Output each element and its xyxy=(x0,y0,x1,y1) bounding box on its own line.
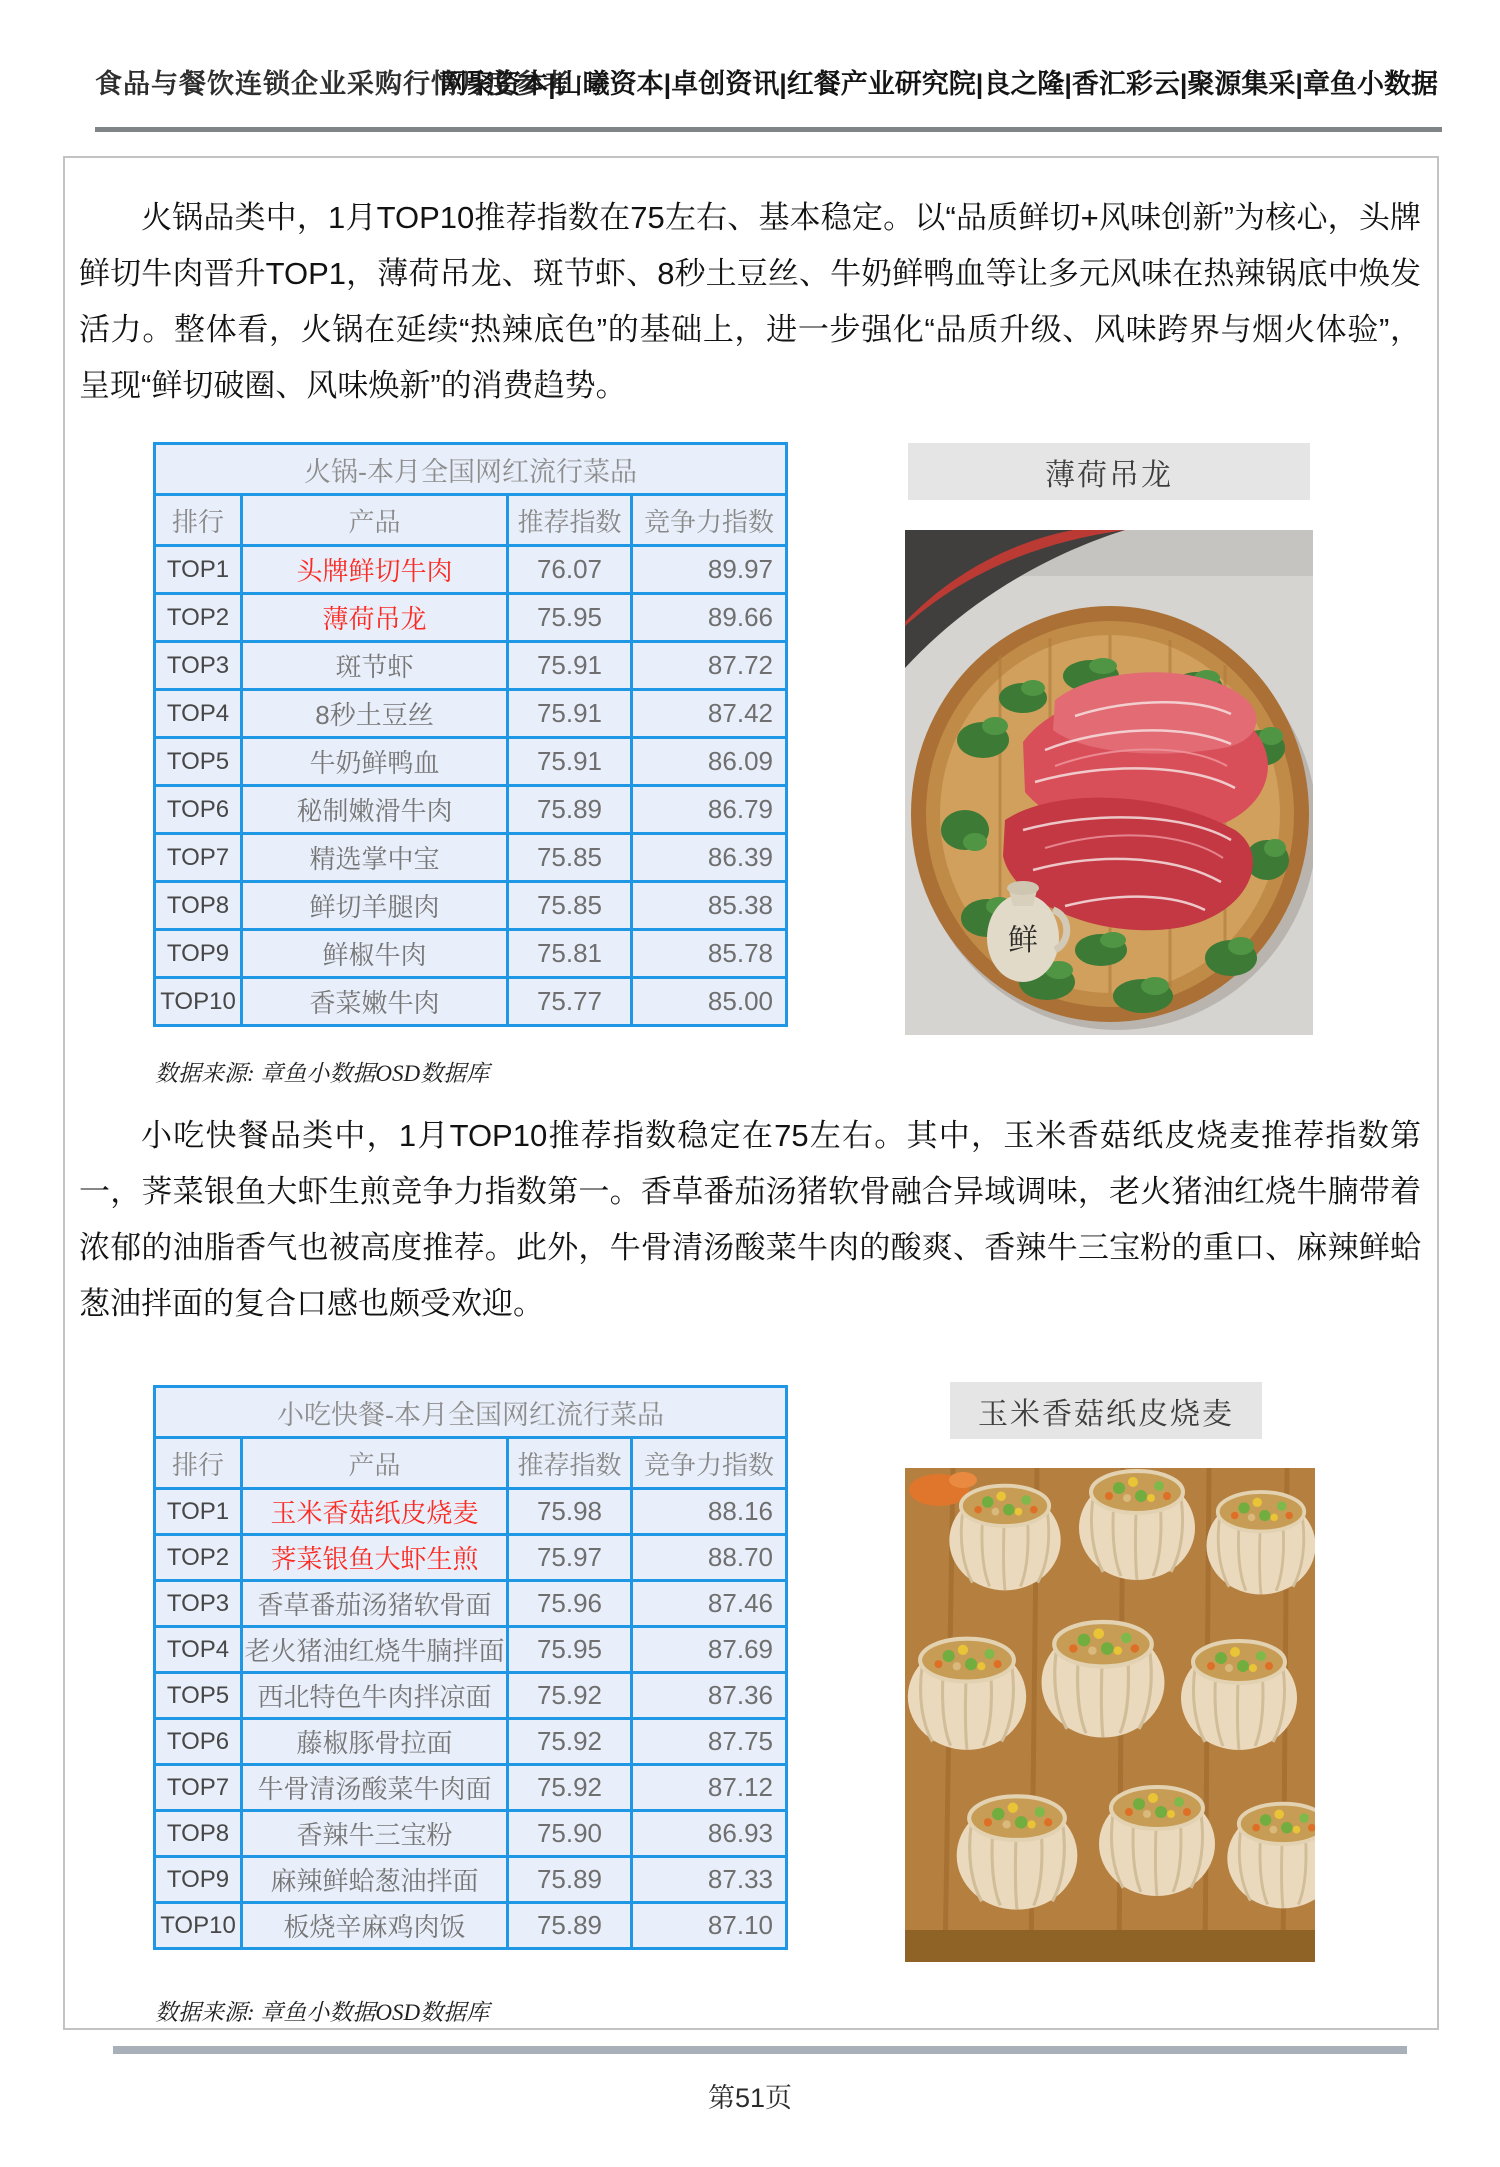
recommend-cell: 75.96 xyxy=(508,1581,632,1627)
product-cell: 牛奶鲜鸭血 xyxy=(242,738,508,786)
table-title-row xyxy=(155,1387,787,1438)
table-row xyxy=(155,834,787,882)
product-cell: 板烧辛麻鸡肉饭 xyxy=(242,1903,508,1949)
competitiveness-cell: 87.46 xyxy=(632,1581,787,1627)
rank-cell: TOP8 xyxy=(155,882,242,930)
table-row xyxy=(155,642,787,690)
competitiveness-cell: 87.69 xyxy=(632,1627,787,1673)
table-row xyxy=(155,546,787,594)
recommend-cell: 75.89 xyxy=(508,1903,632,1949)
competitiveness-cell: 86.93 xyxy=(632,1811,787,1857)
competitiveness-cell: 87.10 xyxy=(632,1903,787,1949)
product-cell: 薄荷吊龙 xyxy=(242,594,508,642)
product-cell: 西北特色牛肉拌凉面 xyxy=(242,1673,508,1719)
rank-cell: TOP7 xyxy=(155,1765,242,1811)
snack-photo-caption: 玉米香菇纸皮烧麦 xyxy=(950,1382,1262,1439)
recommend-cell: 75.91 xyxy=(508,642,632,690)
product-cell: 精选掌中宝 xyxy=(242,834,508,882)
table-row xyxy=(155,1535,787,1581)
product-cell: 麻辣鲜蛤葱油拌面 xyxy=(242,1857,508,1903)
product-cell: 鲜椒牛肉 xyxy=(242,930,508,978)
recommend-cell: 75.91 xyxy=(508,738,632,786)
product-cell: 香草番茄汤猪软骨面 xyxy=(242,1581,508,1627)
product-cell: 鲜切羊腿肉 xyxy=(242,882,508,930)
recommend-cell: 75.92 xyxy=(508,1765,632,1811)
rank-cell: TOP4 xyxy=(155,1627,242,1673)
rank-cell: TOP5 xyxy=(155,738,242,786)
rank-cell: TOP10 xyxy=(155,1903,242,1949)
header-left-title: 食品与餐饮连锁企业采购行情月度参考 xyxy=(95,69,571,99)
beef-platter-illustration xyxy=(905,530,1313,1035)
recommend-cell: 75.92 xyxy=(508,1719,632,1765)
table-title: 火锅-本月全国网红流行菜品 xyxy=(155,444,787,495)
column-header-rank: 排行 xyxy=(155,495,242,546)
hotpot-ranking-table xyxy=(153,442,788,1027)
competitiveness-cell: 86.09 xyxy=(632,738,787,786)
recommend-cell: 75.97 xyxy=(508,1535,632,1581)
column-header-competitiveness: 竞争力指数 xyxy=(632,1438,787,1489)
snack-photo xyxy=(905,1468,1315,1962)
table-header-row xyxy=(155,495,787,546)
product-cell: 玉米香菇纸皮烧麦 xyxy=(242,1489,508,1535)
header-right-title: 网聚资本|山曦资本|卓创资讯|红餐产业研究院|良之隆|香汇彩云|聚源集采|章鱼小数据 xyxy=(440,69,1438,99)
snack-paragraph: 小吃快餐品类中，1月TOP10推荐指数稳定在75左右。其中，玉米香菇纸皮烧麦推荐指数第一，荠菜银鱼大虾生煎竞争力指数第一。香草番茄汤猪软骨融合异域调味，老火猪油红烧牛腩带着浓郁的油脂香气也被高度推荐。此外，牛骨清汤酸菜牛肉的酸爽、香辣牛三宝粉的重口、麻辣鲜蛤葱油拌面的复合口感也颇受欢迎。 xyxy=(79,1118,1421,1321)
competitiveness-cell: 87.75 xyxy=(632,1719,787,1765)
product-cell: 牛骨清汤酸菜牛肉面 xyxy=(242,1765,508,1811)
column-header-product: 产品 xyxy=(242,1438,508,1489)
competitiveness-cell: 88.16 xyxy=(632,1489,787,1535)
product-cell: 荠菜银鱼大虾生煎 xyxy=(242,1535,508,1581)
recommend-cell: 75.92 xyxy=(508,1673,632,1719)
rank-cell: TOP4 xyxy=(155,690,242,738)
column-header-competitiveness: 竞争力指数 xyxy=(632,495,787,546)
table-row xyxy=(155,1857,787,1903)
recommend-cell: 75.98 xyxy=(508,1489,632,1535)
table-row xyxy=(155,690,787,738)
table-row xyxy=(155,882,787,930)
competitiveness-cell: 86.79 xyxy=(632,786,787,834)
competitiveness-cell: 89.97 xyxy=(632,546,787,594)
table-row xyxy=(155,786,787,834)
table-row xyxy=(155,1627,787,1673)
rank-cell: TOP8 xyxy=(155,1811,242,1857)
rank-cell: TOP2 xyxy=(155,1535,242,1581)
rank-cell: TOP3 xyxy=(155,642,242,690)
column-header-recommend: 推荐指数 xyxy=(508,495,632,546)
page-number: 第51页 xyxy=(707,2083,793,2113)
recommend-cell: 75.85 xyxy=(508,882,632,930)
competitiveness-cell: 86.39 xyxy=(632,834,787,882)
product-cell: 香辣牛三宝粉 xyxy=(242,1811,508,1857)
competitiveness-cell: 87.72 xyxy=(632,642,787,690)
recommend-cell: 75.91 xyxy=(508,690,632,738)
recommend-cell: 75.95 xyxy=(508,1627,632,1673)
competitiveness-cell: 85.38 xyxy=(632,882,787,930)
recommend-cell: 75.89 xyxy=(508,786,632,834)
snack-data-source: 数据来源: 章鱼小数据OSD数据库 xyxy=(155,2000,490,2025)
competitiveness-cell: 85.00 xyxy=(632,978,787,1026)
rank-cell: TOP7 xyxy=(155,834,242,882)
table-row xyxy=(155,978,787,1026)
recommend-cell: 75.90 xyxy=(508,1811,632,1857)
rank-cell: TOP3 xyxy=(155,1581,242,1627)
table-row xyxy=(155,1489,787,1535)
table-row xyxy=(155,930,787,978)
recommend-cell: 75.85 xyxy=(508,834,632,882)
recommend-cell: 75.89 xyxy=(508,1857,632,1903)
hotpot-paragraph: 火锅品类中，1月TOP10推荐指数在75左右、基本稳定。以“品质鲜切+风味创新”为核心，头牌鲜切牛肉晋升TOP1，薄荷吊龙、斑节虾、8秒土豆丝、牛奶鲜鸭血等让多元风味在热辣锅底中焕发活力。整体看，火锅在延续“热辣底色”的基础上，进一步强化“品质升级、风味跨界与烟火体验”，呈现“鲜切破圈、风味焕新”的消费趋势。 xyxy=(79,200,1421,403)
rank-cell: TOP5 xyxy=(155,1673,242,1719)
rank-cell: TOP10 xyxy=(155,978,242,1026)
competitiveness-cell: 87.36 xyxy=(632,1673,787,1719)
recommend-cell: 76.07 xyxy=(508,546,632,594)
recommend-cell: 75.81 xyxy=(508,930,632,978)
product-cell: 藤椒豚骨拉面 xyxy=(242,1719,508,1765)
column-header-rank: 排行 xyxy=(155,1438,242,1489)
competitiveness-cell: 87.42 xyxy=(632,690,787,738)
competitiveness-cell: 85.78 xyxy=(632,930,787,978)
table-header-row xyxy=(155,1438,787,1489)
competitiveness-cell: 87.12 xyxy=(632,1765,787,1811)
table-row xyxy=(155,1811,787,1857)
product-cell: 头牌鲜切牛肉 xyxy=(242,546,508,594)
table-row xyxy=(155,1673,787,1719)
footer-divider xyxy=(113,2046,1407,2054)
hotpot-photo xyxy=(905,530,1313,1035)
product-cell: 老火猪油红烧牛腩拌面 xyxy=(242,1627,508,1673)
competitiveness-cell: 87.33 xyxy=(632,1857,787,1903)
header-divider xyxy=(95,127,1442,132)
competitiveness-cell: 88.70 xyxy=(632,1535,787,1581)
table-row xyxy=(155,1765,787,1811)
snack-ranking-table xyxy=(153,1385,788,1950)
content-box xyxy=(63,156,1439,2030)
table-row xyxy=(155,594,787,642)
product-cell: 8秒土豆丝 xyxy=(242,690,508,738)
rank-cell: TOP9 xyxy=(155,1857,242,1903)
recommend-cell: 75.77 xyxy=(508,978,632,1026)
svg-text:鲜: 鲜 xyxy=(1008,923,1038,958)
table-row xyxy=(155,1903,787,1949)
hotpot-photo-caption: 薄荷吊龙 xyxy=(908,443,1310,500)
shumai-illustration xyxy=(905,1468,1315,1962)
column-header-product: 产品 xyxy=(242,495,508,546)
product-cell: 秘制嫩滑牛肉 xyxy=(242,786,508,834)
rank-cell: TOP1 xyxy=(155,546,242,594)
table-row xyxy=(155,1581,787,1627)
table-title: 小吃快餐-本月全国网红流行菜品 xyxy=(155,1387,787,1438)
competitiveness-cell: 89.66 xyxy=(632,594,787,642)
rank-cell: TOP6 xyxy=(155,1719,242,1765)
hotpot-data-source: 数据来源: 章鱼小数据OSD数据库 xyxy=(155,1061,490,1086)
table-row xyxy=(155,738,787,786)
recommend-cell: 75.95 xyxy=(508,594,632,642)
rank-cell: TOP1 xyxy=(155,1489,242,1535)
table-row xyxy=(155,1719,787,1765)
product-cell: 香菜嫩牛肉 xyxy=(242,978,508,1026)
column-header-recommend: 推荐指数 xyxy=(508,1438,632,1489)
rank-cell: TOP2 xyxy=(155,594,242,642)
rank-cell: TOP9 xyxy=(155,930,242,978)
product-cell: 斑节虾 xyxy=(242,642,508,690)
table-title-row xyxy=(155,444,787,495)
rank-cell: TOP6 xyxy=(155,786,242,834)
